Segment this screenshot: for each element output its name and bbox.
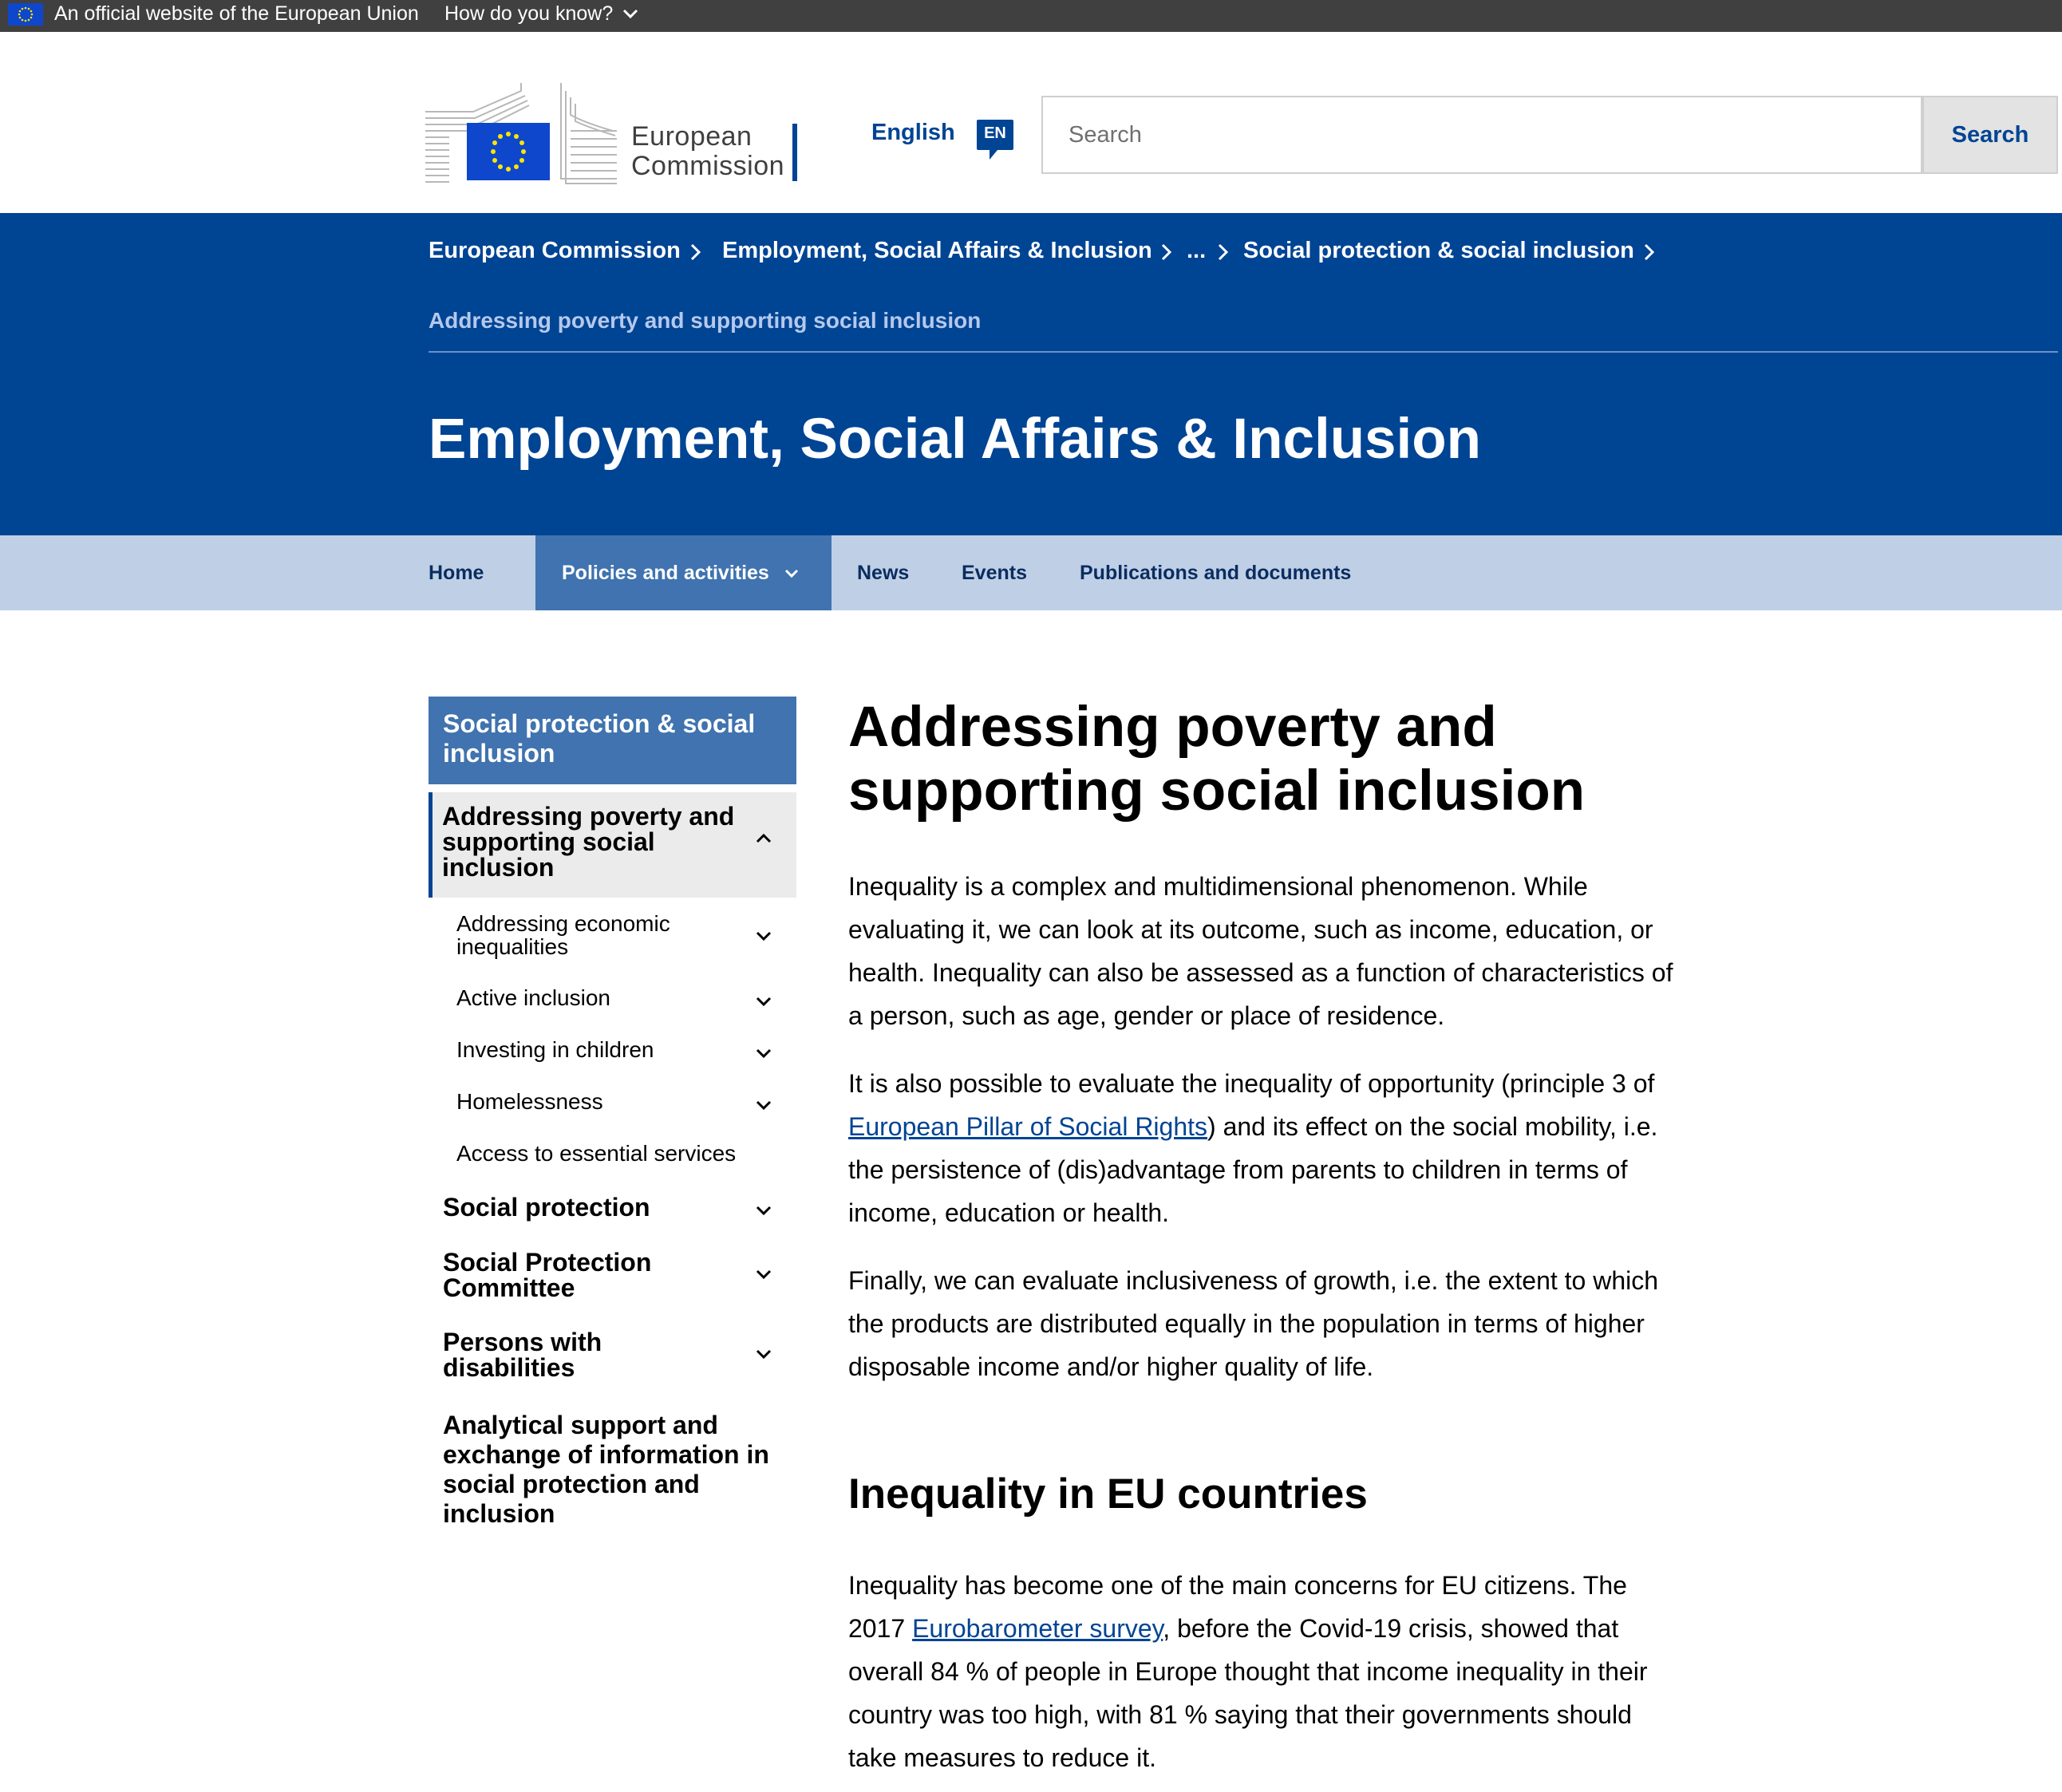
language-code: EN xyxy=(984,124,1006,142)
chevron-down-icon[interactable] xyxy=(755,1096,772,1114)
paragraph-4-text-a: Inequality has become one of the main concerns for EU citizens. The 2017 xyxy=(848,1571,1627,1643)
chevron-down-icon[interactable] xyxy=(755,1265,772,1283)
paragraph-2-text-a: It is also possible to evaluate the inequality of opportunity (principle 3 of xyxy=(848,1069,1655,1098)
chevron-down-icon[interactable] xyxy=(622,5,639,22)
page-title: Addressing poverty and supporting social inclusion xyxy=(848,696,1586,823)
paragraph-1: Inequality is a complex and multidimensional phenomenon. While evaluating it, we can look at its outcome, such as income, education, or health. Inequality can also be assessed as a function of characteristics of a person, such as age, gender or place of residence. xyxy=(848,872,1673,1030)
eurobarometer-survey-link[interactable]: Eurobarometer survey xyxy=(912,1614,1163,1643)
banner-divider xyxy=(429,351,2058,353)
eu-flag-icon xyxy=(8,3,43,26)
logo-line-1: European xyxy=(631,121,753,152)
nav-events-label: Events xyxy=(962,562,1027,584)
section-heading-inequality: Inequality in EU countries xyxy=(848,1470,1368,1518)
breadcrumb-separator-icon xyxy=(688,243,704,262)
paragraph-4 xyxy=(848,1564,1686,1779)
sidebar-heading[interactable] xyxy=(429,697,796,784)
sidebar-item-essential-services[interactable]: Access to essential services xyxy=(456,1141,737,1166)
breadcrumb-separator-icon xyxy=(1641,243,1657,262)
nav-publications-label: Publications and documents xyxy=(1080,562,1352,584)
chevron-down-icon xyxy=(784,566,800,582)
logo-text xyxy=(631,122,784,181)
sidebar-heading-label: Social protection & social inclusion xyxy=(443,709,756,768)
nav-news-label: News xyxy=(857,562,910,584)
chevron-down-icon[interactable] xyxy=(755,1345,772,1363)
language-selector[interactable]: English xyxy=(871,120,955,145)
chevron-up-icon[interactable] xyxy=(755,830,772,847)
sidebar-item-current[interactable] xyxy=(429,792,796,898)
main-navigation xyxy=(0,535,2062,610)
sidebar-item-active-inclusion[interactable]: Active inclusion xyxy=(456,985,610,1010)
breadcrumb-separator-icon xyxy=(1215,243,1231,262)
breadcrumb-separator-icon xyxy=(1159,243,1175,262)
sidebar-item-homelessness[interactable]: Homelessness xyxy=(456,1089,603,1114)
sidebar-item-social-protection-committee[interactable]: Social Protection Committee xyxy=(443,1248,652,1302)
sidebar-item-economic-inequalities[interactable]: Addressing economic inequalities xyxy=(456,911,670,959)
nav-news[interactable] xyxy=(857,535,909,610)
paragraph-4-text-b: , before the Covid-19 crisis, showed that overall 84 % of people in Europe thought that income inequality in their country was too high, with 81 % saying that their governments should take measures to reduce it. xyxy=(848,1614,1648,1772)
breadcrumb-employment[interactable]: Employment, Social Affairs & Inclusion xyxy=(722,238,1152,263)
logo-line-2: Commission xyxy=(631,151,785,181)
nav-events[interactable] xyxy=(962,535,1027,610)
eu-official-bar xyxy=(0,0,2062,32)
european-pillar-link[interactable]: European Pillar of Social Rights xyxy=(848,1112,1208,1141)
nav-home-label: Home xyxy=(429,562,484,584)
chevron-down-icon[interactable] xyxy=(755,993,772,1010)
language-badge[interactable] xyxy=(975,118,1015,161)
chevron-down-icon[interactable] xyxy=(755,927,772,945)
search-button[interactable]: Search xyxy=(1922,96,2058,174)
sidebar-item-investing-in-children[interactable]: Investing in children xyxy=(456,1037,654,1062)
nav-policies-and-activities[interactable] xyxy=(535,535,832,610)
paragraph-3: Finally, we can evaluate inclusiveness of growth, i.e. the extent to which the products are distributed equally in the population in terms of higher disposable income and/or higher quality of life. xyxy=(848,1266,1659,1381)
nav-publications[interactable] xyxy=(1080,535,1351,610)
breadcrumb-social-protection[interactable]: Social protection & social inclusion xyxy=(1243,238,1634,263)
search-input[interactable] xyxy=(1041,96,1922,174)
how-do-you-know-link[interactable]: How do you know? xyxy=(444,2,614,25)
logo-divider xyxy=(792,124,797,181)
breadcrumb-ellipsis[interactable]: ... xyxy=(1187,238,1207,263)
chevron-down-icon[interactable] xyxy=(755,1202,772,1219)
breadcrumb-current: Addressing poverty and supporting social inclusion xyxy=(429,308,982,333)
paragraph-2-text-b: ) and its effect on the social mobility, i.e. the persistence of (dis)advantage from parents to children in terms of income, education or health. xyxy=(848,1112,1658,1227)
sidebar-item-analytical-support[interactable]: Analytical support and exchange of information in social protection and inclusion xyxy=(443,1411,769,1528)
site-title: Employment, Social Affairs & Inclusion xyxy=(429,408,1482,471)
sidebar-current-label: Addressing poverty and supporting social inclusion xyxy=(442,802,735,882)
sidebar-item-persons-with-disabilities[interactable]: Persons with disabilities xyxy=(443,1328,602,1382)
breadcrumb-european-commission[interactable]: European Commission xyxy=(429,238,681,263)
nav-home[interactable] xyxy=(403,535,509,610)
sidebar-item-social-protection[interactable]: Social protection xyxy=(443,1193,650,1222)
chevron-down-icon[interactable] xyxy=(755,1044,772,1062)
eu-official-text: An official website of the European Union xyxy=(54,2,419,25)
nav-policies-label: Policies and activities xyxy=(562,562,769,584)
paragraph-2 xyxy=(848,1062,1686,1234)
